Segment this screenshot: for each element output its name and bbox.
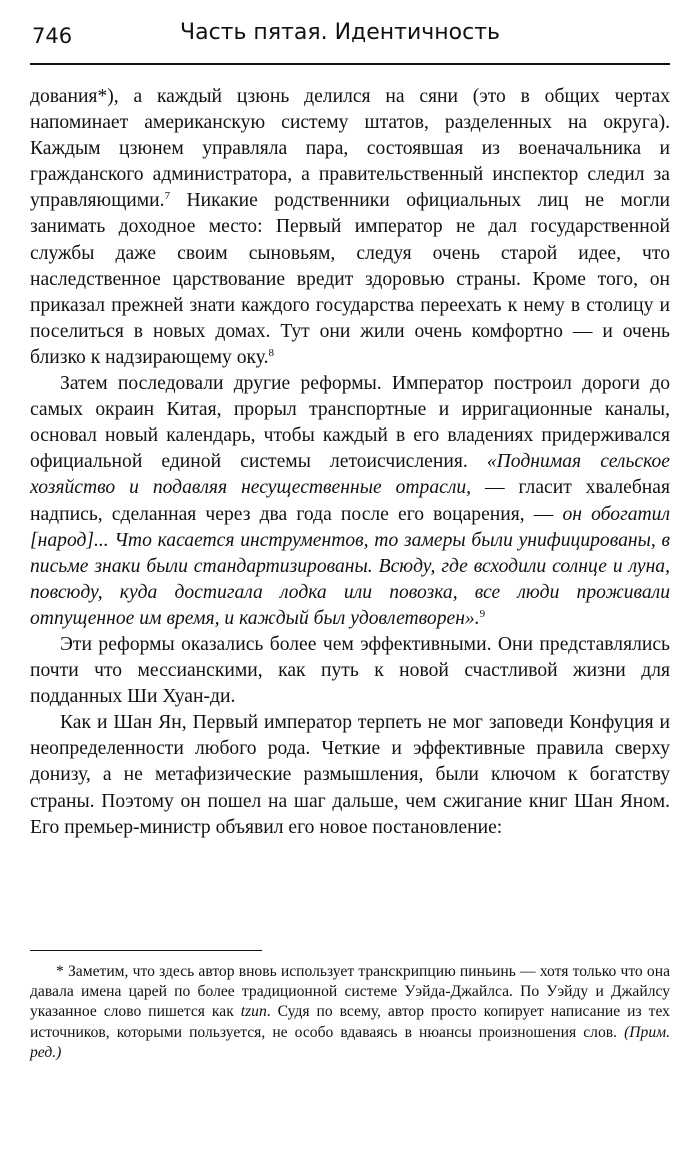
footnote-text-2: . Судя по всему, автор просто копирует написание из тех источников, которыми пользуется, не особо вдаваясь в нюансы произношения слов.	[30, 1003, 670, 1041]
paragraph-2-quote-2: он обогатил [народ]... Что касается инструментов, то замеры были унифицированы, в письме знаки были стандартизированы. Всюду, где всходили солнце и луна, повсюду, куда достигала лодка или повозка, все люди проживали отпущенное им время, и каждый был удовлетворен».	[30, 503, 671, 629]
paragraph-1-text: дования*), а каждый цзюнь делился на сяни (это в общих чертах напоминает американскую систему штатов, разделенных на округа). Каждым цзюнем управляла пара, состоявшая из военачальника и гражданского администратора, а правительственный инспектор следил за управляющими.	[30, 86, 670, 212]
paragraph-2-mid: — гласит хвалебная надпись, сделанная через два года после его воцарения, —	[30, 477, 670, 525]
footnote-rule	[30, 950, 262, 951]
paragraph-3: Эти реформы оказались более чем эффективными. Они представлялись почти что мессианскими, как путь к новой счастливой жизни для подданных Ши Хуан-ди.	[30, 633, 670, 708]
footnote-editor-note: (Прим. ред.)	[30, 1023, 670, 1061]
header-rule	[30, 63, 670, 65]
paragraph-1	[30, 84, 670, 371]
footnote	[30, 962, 670, 1063]
paragraph-1-text-cont: Никакие родственники официальных лиц не могли занимать доходное место: Первый император не дал государственной службы даже своим сыновьям, следуя очень старой идее, что наследственное царствование вредит здоровью страны. Кроме того, он приказал прежней знати каждого государства переехать к нему в столицу и поселиться в новых домах. Тут они жили очень комфортно — и очень близко к надзирающему оку.	[30, 190, 670, 368]
footnote-ref-8: 8	[268, 346, 275, 359]
paragraph-2-lead: Затем последовали другие реформы. Император построил дороги до самых окраин Китая, прорыл транспортные и ирригационные каналы, основал новый календарь, чтобы каждый в его владениях придерживался официальной единой системы летоисчисления.	[30, 373, 670, 473]
footnote-ref-7: 7	[164, 190, 171, 203]
paragraph-2-quote-1: «Поднимая сельское хозяйство и подавляя несущественные отрасли,	[30, 451, 670, 499]
footnote-text-1: * Заметим, что здесь автор вновь использует транскрипцию пиньинь — хотя только что она давала имена царей по более традиционной системе Уэйда-Джайлса. По Уэйду и Джайлсу указанное слово пишется как	[30, 963, 670, 1021]
paragraph-2	[30, 371, 670, 632]
page-header	[30, 18, 670, 58]
footnote-term: tzun	[240, 1003, 267, 1021]
footnote-paragraph	[30, 962, 670, 1063]
body-text	[30, 84, 670, 841]
running-head: Часть пятая. Идентичность	[180, 20, 500, 45]
paragraph-4: Как и Шан Ян, Первый император терпеть не мог заповеди Конфуция и неопределенности любого рода. Четкие и эффективные правила сверху донизу, а не метафизические размышления, были ключом к богатству страны. Поэтому он пошел на шаг дальше, чем сжигание книг Шан Яном. Его премьер-министр объявил его новое постановление:	[30, 712, 670, 838]
page-number: 746	[32, 24, 73, 48]
footnote-ref-9: 9	[479, 607, 486, 620]
